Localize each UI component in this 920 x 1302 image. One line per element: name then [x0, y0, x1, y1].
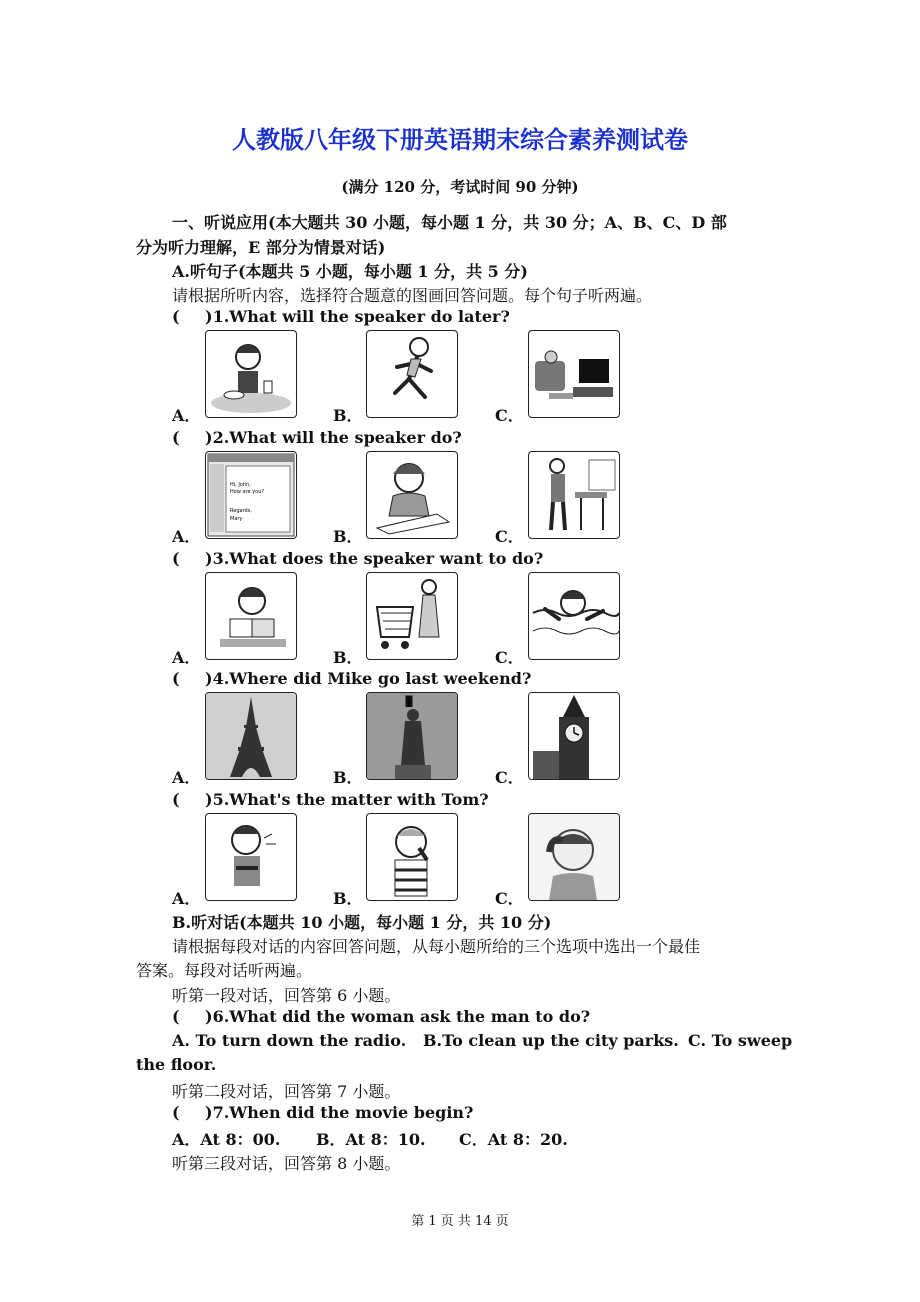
part-b-instruction-line1: 请根据每段对话的内容回答问题，从每小题所给的三个选项中选出一个最佳	[172, 937, 701, 956]
girl-swimming-icon[interactable]	[528, 572, 620, 660]
option-b-label: B．	[333, 768, 363, 787]
question-2-paren: (	[172, 428, 180, 447]
question-5-text: )5.What's the matter with Tom?	[205, 790, 489, 809]
question-6-option-b: B.To clean up the city parks.	[423, 1031, 679, 1050]
dialogue-2-label: 听第二段对话，回答第 7 小题。	[172, 1082, 401, 1101]
girl-writing-icon[interactable]	[366, 451, 458, 539]
option-c-label: C．	[495, 889, 524, 908]
question-4-paren: (	[172, 669, 180, 688]
question-6-text: )6.What did the woman ask the man to do?	[205, 1007, 591, 1026]
option-b-label: B．	[333, 648, 363, 667]
question-7-option-b: B．At 8：10.	[316, 1130, 426, 1149]
question-1-paren: (	[172, 307, 180, 326]
option-a-label: A．	[172, 768, 201, 787]
question-3-text: )3.What does the speaker want to do?	[205, 549, 544, 568]
part-b-heading: B.听对话(本题共 10 小题，每小题 1 分，共 10 分)	[172, 913, 552, 932]
section-heading-line1: 一、听说应用(本大题共 30 小题，每小题 1 分，共 30 分；A、B、C、D 部	[172, 213, 727, 232]
option-a-label: A．	[172, 527, 201, 546]
question-3-paren: (	[172, 549, 180, 568]
question-6-paren: (	[172, 1007, 180, 1026]
dialogue-1-label: 听第一段对话，回答第 6 小题。	[172, 986, 401, 1005]
question-6-option-c-cont: the floor.	[136, 1055, 217, 1074]
person-watching-tv-icon[interactable]	[528, 330, 620, 418]
question-7-paren: (	[172, 1103, 180, 1122]
email-signature: Mary	[230, 516, 243, 522]
option-a-label: A．	[172, 648, 201, 667]
section-heading-line2: 分为听力理解，E 部分为情景对话)	[136, 238, 386, 257]
eiffel-tower-icon[interactable]	[205, 692, 297, 780]
question-7-text: )7.When did the movie begin?	[205, 1103, 474, 1122]
question-7-option-a: A．At 8：00.	[172, 1130, 281, 1149]
question-6-option-a: A. To turn down the radio.	[172, 1031, 407, 1050]
part-a-instruction: 请根据所听内容，选择符合题意的图画回答问题。每个句子听两遍。	[172, 286, 653, 305]
girl-reading-icon[interactable]	[205, 572, 297, 660]
question-4-text: )4.Where did Mike go last weekend?	[205, 669, 532, 688]
email-screen-icon[interactable]	[205, 451, 297, 539]
dialogue-3-label: 听第三段对话，回答第 8 小题。	[172, 1154, 401, 1173]
question-5-paren: (	[172, 790, 180, 809]
statue-of-liberty-icon[interactable]	[366, 692, 458, 780]
big-ben-icon[interactable]	[528, 692, 620, 780]
email-line: How are you?	[230, 489, 265, 495]
part-a-heading: A.听句子(本题共 5 小题，每小题 1 分，共 5 分)	[172, 262, 528, 281]
boy-running-icon[interactable]	[366, 330, 458, 418]
email-greeting: Hi, John,	[230, 482, 251, 488]
person-on-phone-icon[interactable]	[528, 451, 620, 539]
question-1-text: )1.What will the speaker do later?	[205, 307, 510, 326]
boy-headache-icon[interactable]	[528, 813, 620, 901]
woman-shopping-icon[interactable]	[366, 572, 458, 660]
exam-subtitle: (满分 120 分，考试时间 90 分钟)	[341, 178, 579, 196]
option-a-label: A．	[172, 406, 201, 425]
option-c-label: C．	[495, 768, 524, 787]
option-a-label: A．	[172, 889, 201, 908]
page-footer: 第 1 页 共 14 页	[411, 1214, 509, 1229]
part-b-instruction-line2: 答案。每段对话听两遍。	[136, 961, 313, 980]
girl-eating-icon[interactable]	[205, 330, 297, 418]
question-6-option-c: C. To sweep	[688, 1031, 793, 1050]
option-c-label: C．	[495, 527, 524, 546]
question-2-text: )2.What will the speaker do?	[205, 428, 462, 447]
question-7-option-c: C．At 8：20.	[459, 1130, 568, 1149]
option-c-label: C．	[495, 406, 524, 425]
option-b-label: B．	[333, 527, 363, 546]
option-c-label: C．	[495, 648, 524, 667]
page-title: 人教版八年级下册英语期末综合素养测试卷	[232, 126, 688, 154]
boy-stomachache-icon[interactable]	[205, 813, 297, 901]
boy-toothache-icon[interactable]	[366, 813, 458, 901]
option-b-label: B．	[333, 889, 363, 908]
option-b-label: B．	[333, 406, 363, 425]
email-closing: Regards,	[230, 508, 252, 514]
